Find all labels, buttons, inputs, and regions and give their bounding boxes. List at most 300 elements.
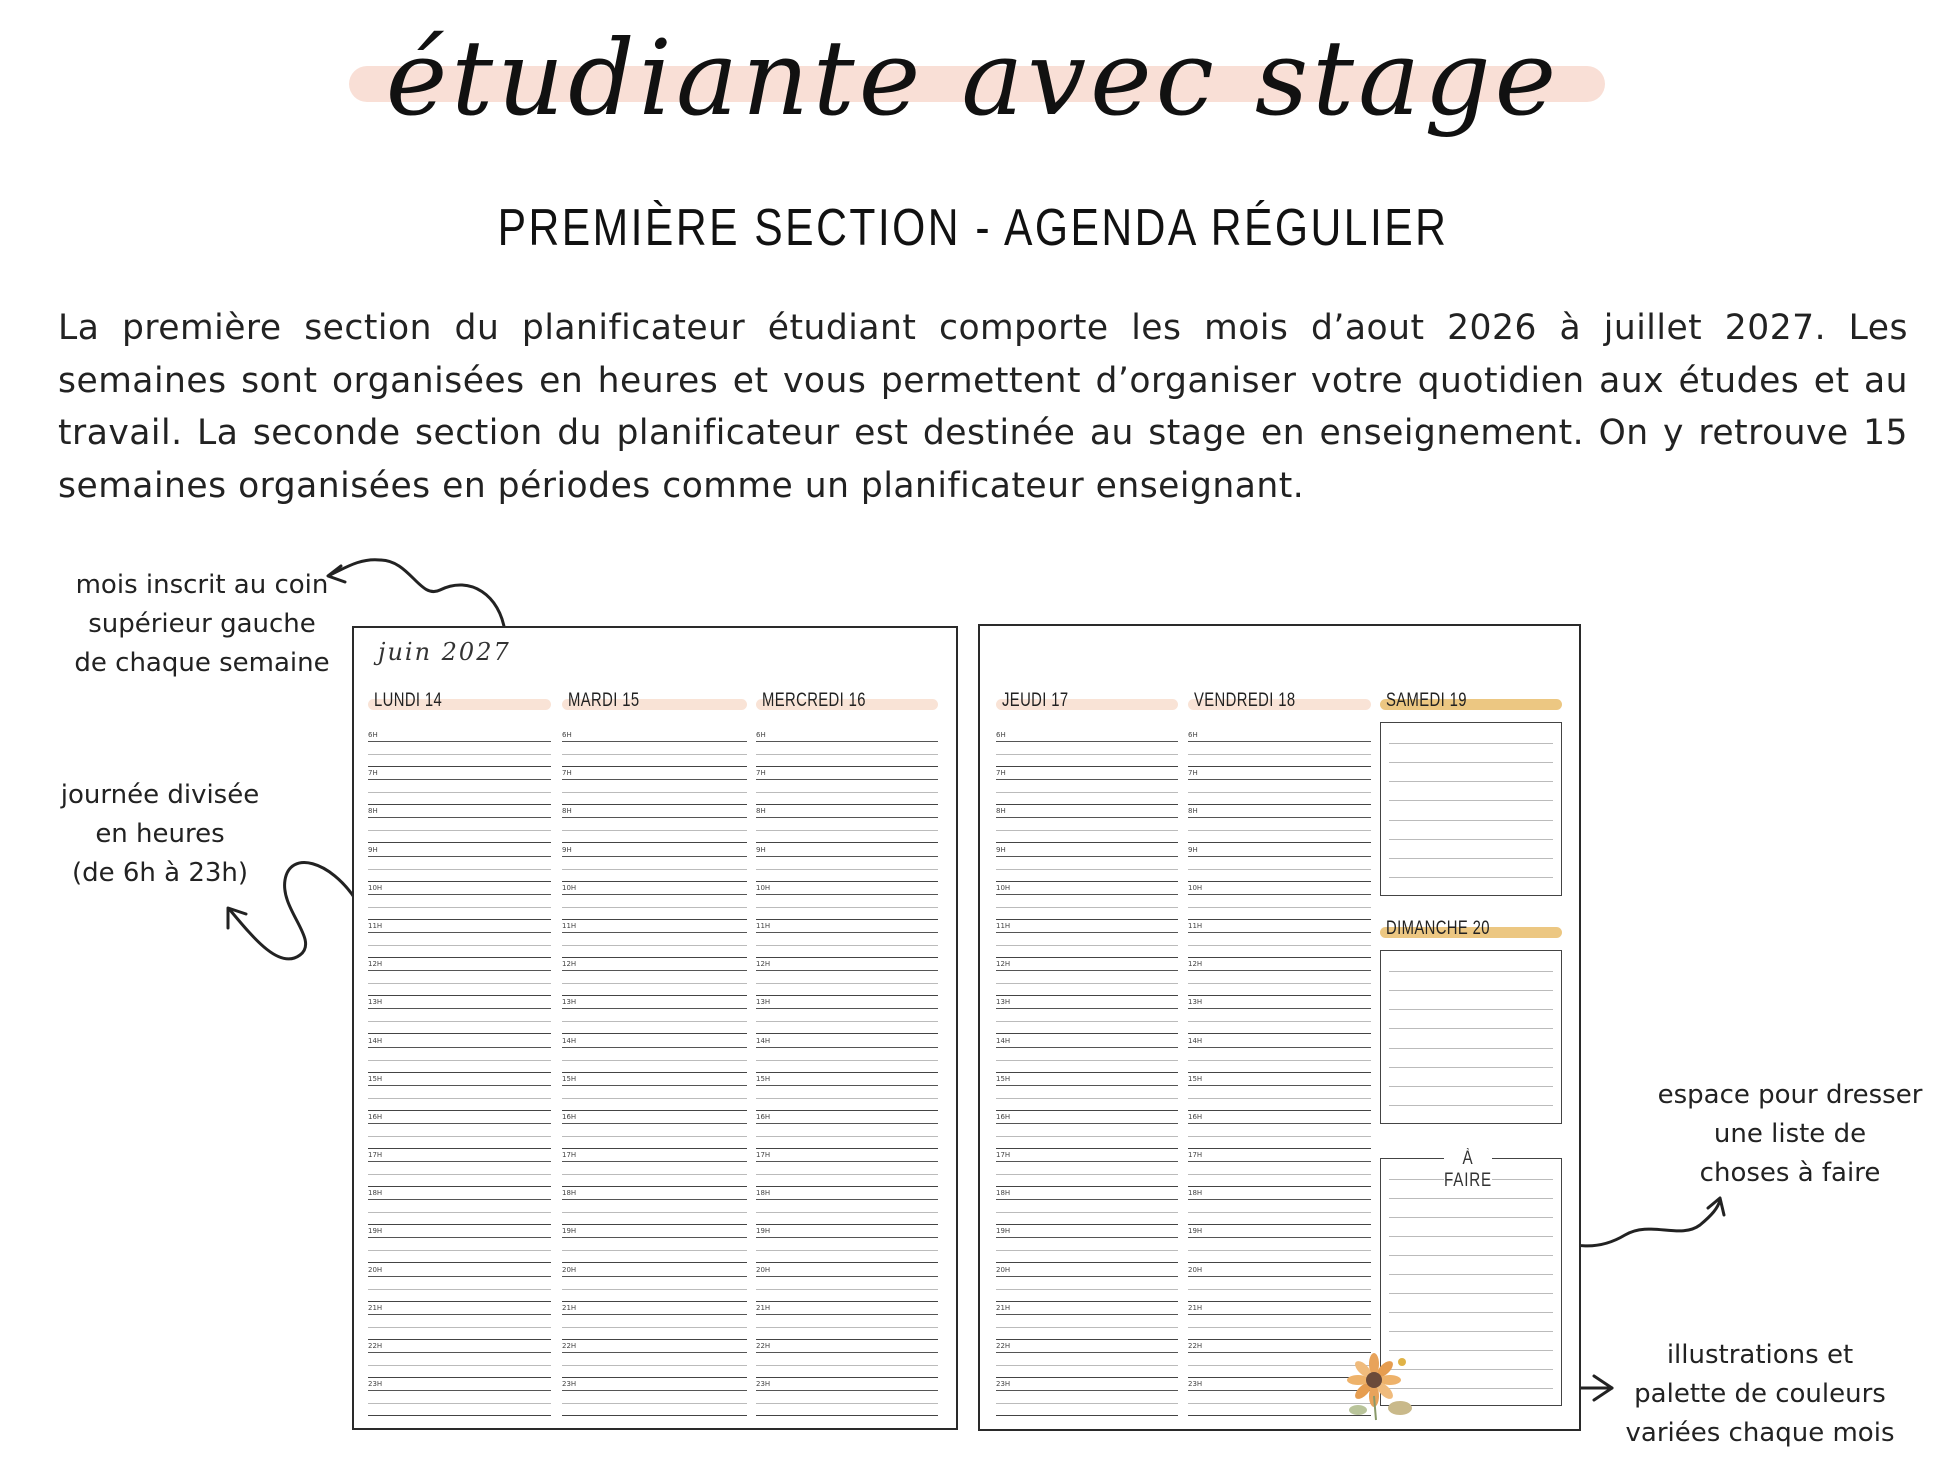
hour-label: 18H (368, 1189, 383, 1198)
write-line (996, 1314, 1178, 1315)
day-header-monday (368, 690, 551, 716)
write-line (996, 983, 1178, 984)
hour-row (562, 845, 747, 883)
write-line (368, 869, 551, 870)
box-rule-line (1389, 990, 1553, 991)
write-line (996, 1110, 1178, 1111)
write-line (562, 754, 747, 755)
write-line (996, 792, 1178, 793)
write-line (562, 1250, 747, 1251)
write-line (756, 1276, 938, 1277)
write-line (996, 919, 1178, 920)
write-line (562, 1237, 747, 1238)
hour-label: 17H (1188, 1151, 1203, 1160)
write-line (756, 919, 938, 920)
write-line (756, 881, 938, 882)
write-line (1188, 792, 1371, 793)
hour-row (562, 1341, 747, 1379)
hour-label: 6H (996, 731, 1006, 739)
write-line (1188, 1060, 1371, 1061)
hour-row (996, 1341, 1178, 1379)
hour-row (562, 883, 747, 921)
hour-label: 19H (1188, 1227, 1203, 1236)
write-line (756, 1072, 938, 1073)
box-rule-line (1389, 1274, 1553, 1275)
write-line (756, 1327, 938, 1328)
write-line (1188, 1085, 1371, 1086)
write-line (1188, 907, 1371, 908)
write-line (368, 1047, 551, 1048)
box-rule-line (1389, 781, 1553, 782)
write-line (368, 1250, 551, 1251)
hour-row (756, 1265, 938, 1303)
write-line (368, 856, 551, 857)
hour-label: 18H (1188, 1189, 1203, 1198)
hour-label: 11H (1188, 921, 1203, 930)
hour-row (368, 768, 551, 806)
write-line (756, 856, 938, 857)
write-line (996, 1098, 1178, 1099)
hour-label: 7H (1188, 769, 1198, 778)
write-line (368, 1098, 551, 1099)
write-line (562, 1072, 747, 1073)
hour-row (756, 806, 938, 844)
write-line (368, 1072, 551, 1073)
hour-row (368, 730, 551, 768)
write-line (756, 932, 938, 933)
hour-row (562, 1226, 747, 1264)
write-line (1188, 1276, 1371, 1277)
write-line (368, 1276, 551, 1277)
hour-label: 12H (996, 960, 1011, 969)
write-line (368, 804, 551, 805)
hour-label: 20H (368, 1265, 383, 1274)
write-line (996, 1136, 1178, 1137)
day-label: MARDI 15 (568, 690, 640, 711)
write-line (756, 970, 938, 971)
write-line (756, 766, 938, 767)
write-line (756, 1021, 938, 1022)
hour-label: 11H (368, 921, 383, 930)
hour-label: 16H (996, 1112, 1011, 1121)
write-line (368, 1161, 551, 1162)
write-line (1188, 1314, 1371, 1315)
hour-row (996, 1150, 1178, 1188)
box-rule-line (1389, 1331, 1553, 1332)
write-line (368, 1212, 551, 1213)
write-line (368, 779, 551, 780)
hour-row (562, 806, 747, 844)
write-line (562, 1403, 747, 1404)
hour-row (562, 959, 747, 997)
write-line (996, 1339, 1178, 1340)
write-line (1188, 1301, 1371, 1302)
hour-label: 19H (562, 1227, 577, 1236)
write-line (562, 1161, 747, 1162)
write-line (562, 983, 747, 984)
write-line (996, 856, 1178, 857)
write-line (368, 894, 551, 895)
box-rule-line (1389, 1028, 1553, 1029)
write-line (756, 983, 938, 984)
write-line (756, 1008, 938, 1009)
write-line (996, 842, 1178, 843)
write-line (1188, 957, 1371, 958)
write-line (368, 1377, 551, 1378)
write-line (368, 1301, 551, 1302)
hour-row (996, 768, 1178, 806)
hour-label: 11H (756, 921, 771, 930)
write-line (562, 1377, 747, 1378)
write-line (756, 1161, 938, 1162)
box-rule-line (1389, 971, 1553, 972)
day-label: JEUDI 17 (1002, 690, 1069, 711)
write-line (996, 894, 1178, 895)
hour-label: 10H (368, 883, 383, 892)
write-line (996, 995, 1178, 996)
write-line (756, 1415, 938, 1416)
hour-row (756, 959, 938, 997)
write-line (996, 741, 1178, 742)
write-line (996, 881, 1178, 882)
write-line (562, 741, 747, 742)
hour-row (1188, 1150, 1371, 1188)
write-line (368, 1008, 551, 1009)
write-line (368, 741, 551, 742)
write-line (996, 932, 1178, 933)
write-line (996, 1415, 1178, 1416)
write-line (996, 1033, 1178, 1034)
write-line (996, 945, 1178, 946)
write-line (996, 1301, 1178, 1302)
day-label: MERCREDI 16 (762, 690, 866, 711)
hour-label: 8H (368, 807, 378, 816)
page-title: étudiante avec stage (385, 17, 1561, 139)
hour-label: 15H (996, 1074, 1011, 1083)
annotation-line: mois inscrit au coin (75, 570, 329, 600)
write-line (562, 932, 747, 933)
hour-label: 15H (1188, 1074, 1203, 1083)
write-line (562, 881, 747, 882)
write-line (562, 842, 747, 843)
annotation-line: une liste de (1713, 1119, 1867, 1149)
write-line (562, 1199, 747, 1200)
hour-label: 13H (562, 998, 577, 1007)
hour-row (368, 806, 551, 844)
write-line (562, 1123, 747, 1124)
annotation-line: en heures (95, 819, 225, 849)
write-line (1188, 1098, 1371, 1099)
hour-row (562, 1112, 747, 1150)
write-line (756, 1301, 938, 1302)
hour-row (756, 997, 938, 1035)
hour-row (756, 1341, 938, 1379)
write-line (756, 804, 938, 805)
write-line (368, 1262, 551, 1263)
hour-row (996, 1112, 1178, 1150)
hour-column-wednesday (756, 730, 938, 1417)
hour-label: 16H (562, 1112, 577, 1121)
hour-label: 12H (1188, 960, 1203, 969)
day-label: SAMEDI 19 (1386, 690, 1467, 711)
hour-row (756, 1379, 938, 1417)
write-line (756, 1262, 938, 1263)
day-label: DIMANCHE 20 (1386, 918, 1490, 939)
write-line (996, 1403, 1178, 1404)
hour-label: 12H (756, 960, 771, 969)
day-header-friday (1188, 690, 1371, 716)
write-line (1188, 1174, 1371, 1175)
hour-label: 14H (368, 1036, 383, 1045)
hour-row (756, 1036, 938, 1074)
hour-label: 23H (756, 1380, 771, 1389)
box-rule-line (1389, 1293, 1553, 1294)
hour-row (996, 1265, 1178, 1303)
write-line (996, 1047, 1178, 1048)
write-line (996, 1276, 1178, 1277)
hour-label: 11H (562, 921, 577, 930)
box-rule-line (1389, 858, 1553, 859)
hour-row (756, 1226, 938, 1264)
hour-label: 11H (996, 921, 1011, 930)
write-line (368, 1314, 551, 1315)
hour-row (562, 768, 747, 806)
write-line (1188, 1250, 1371, 1251)
hour-row (996, 1379, 1178, 1417)
hour-label: 18H (756, 1189, 771, 1198)
hour-label: 22H (1188, 1342, 1203, 1350)
write-line (368, 766, 551, 767)
write-line (368, 957, 551, 958)
hour-row (756, 1150, 938, 1188)
hour-row (1188, 730, 1371, 768)
annotation-line: illustrations et (1666, 1340, 1854, 1370)
write-line (756, 741, 938, 742)
hour-label: 22H (368, 1342, 383, 1350)
write-line (756, 957, 938, 958)
box-rule-line (1389, 762, 1553, 763)
write-line (562, 1365, 747, 1366)
write-line (368, 1136, 551, 1137)
hour-row (368, 1188, 551, 1226)
write-line (562, 1047, 747, 1048)
write-line (756, 1123, 938, 1124)
write-line (368, 995, 551, 996)
write-line (368, 919, 551, 920)
hour-label: 20H (756, 1265, 771, 1274)
hour-row (368, 1226, 551, 1264)
write-line (368, 1224, 551, 1225)
write-line (1188, 830, 1371, 831)
write-line (368, 842, 551, 843)
write-line (1188, 1033, 1371, 1034)
hour-label: 21H (562, 1303, 577, 1312)
hour-row (368, 1379, 551, 1417)
write-line (1188, 1262, 1371, 1263)
hour-label: 14H (562, 1036, 577, 1045)
write-line (368, 1199, 551, 1200)
hour-row (756, 1188, 938, 1226)
hour-label: 9H (1188, 845, 1198, 854)
month-label: juin 2027 (378, 638, 511, 666)
hour-label: 13H (368, 998, 383, 1007)
write-line (756, 1224, 938, 1225)
hour-row (368, 959, 551, 997)
write-line (756, 1148, 938, 1149)
hour-label: 13H (756, 998, 771, 1007)
hour-column-friday (1188, 730, 1371, 1417)
write-line (1188, 881, 1371, 882)
hour-label: 7H (756, 769, 766, 778)
sunflower-illustration-icon (1340, 1350, 1420, 1422)
write-line (562, 1314, 747, 1315)
hour-label: 8H (756, 807, 766, 816)
hour-label: 10H (996, 883, 1011, 892)
write-line (368, 1148, 551, 1149)
annotation-line: (de 6h à 23h) (71, 858, 249, 888)
write-line (756, 1289, 938, 1290)
write-line (562, 1390, 747, 1391)
hour-row (996, 1074, 1178, 1112)
hour-column-monday (368, 730, 551, 1417)
write-line (756, 1377, 938, 1378)
write-line (562, 1289, 747, 1290)
write-line (756, 1390, 938, 1391)
write-line (1188, 1339, 1371, 1340)
box-rule-line (1389, 1312, 1553, 1313)
write-line (996, 1327, 1178, 1328)
hour-row (1188, 1226, 1371, 1264)
hour-label: 19H (756, 1227, 771, 1236)
box-rule-line (1389, 1236, 1553, 1237)
write-line (562, 995, 747, 996)
write-line (1188, 842, 1371, 843)
hour-label: 14H (1188, 1036, 1203, 1045)
box-rule-line (1389, 1198, 1553, 1199)
write-line (368, 1289, 551, 1290)
write-line (1188, 1237, 1371, 1238)
hour-label: 20H (996, 1265, 1011, 1274)
hour-label: 21H (368, 1303, 383, 1312)
write-line (1188, 1148, 1371, 1149)
hour-row (562, 1150, 747, 1188)
saturday-box (1380, 722, 1562, 896)
annotation-line: supérieur gauche (88, 609, 316, 639)
hour-row (562, 1265, 747, 1303)
write-line (996, 1262, 1178, 1263)
hour-row (368, 921, 551, 959)
write-line (562, 894, 747, 895)
write-line (756, 1186, 938, 1187)
hour-label: 8H (996, 807, 1006, 816)
hour-row (368, 845, 551, 883)
hour-row (756, 730, 938, 768)
write-line (756, 1365, 938, 1366)
hour-row (996, 997, 1178, 1035)
write-line (756, 1047, 938, 1048)
hour-label: 13H (996, 998, 1011, 1007)
write-line (562, 1301, 747, 1302)
hour-label: 16H (1188, 1112, 1203, 1121)
write-line (1188, 817, 1371, 818)
hour-row (756, 1112, 938, 1150)
write-line (1188, 869, 1371, 870)
hour-row (1188, 921, 1371, 959)
write-line (1188, 919, 1371, 920)
hour-row (368, 1303, 551, 1341)
hour-label: 16H (756, 1112, 771, 1121)
hour-label: 19H (996, 1227, 1011, 1236)
write-line (1188, 932, 1371, 933)
write-line (996, 957, 1178, 958)
hour-row (1188, 1074, 1371, 1112)
write-line (562, 970, 747, 971)
hour-row (756, 768, 938, 806)
hour-row (996, 1188, 1178, 1226)
write-line (1188, 741, 1371, 742)
write-line (562, 919, 747, 920)
write-line (1188, 970, 1371, 971)
hour-row (562, 1379, 747, 1417)
hour-row (1188, 806, 1371, 844)
hour-label: 17H (368, 1151, 383, 1160)
hour-row (1188, 1188, 1371, 1226)
write-line (1188, 1327, 1371, 1328)
write-line (756, 1314, 938, 1315)
curved-arrow-icon (230, 863, 356, 959)
write-line (562, 817, 747, 818)
write-line (1188, 995, 1371, 996)
hour-label: 18H (562, 1189, 577, 1198)
write-line (562, 1021, 747, 1022)
hour-row (996, 921, 1178, 959)
hour-row (1188, 1303, 1371, 1341)
write-line (562, 856, 747, 857)
write-line (756, 1403, 938, 1404)
hour-label: 23H (562, 1380, 577, 1389)
write-line (562, 830, 747, 831)
write-line (368, 1123, 551, 1124)
write-line (368, 932, 551, 933)
hour-label: 9H (368, 845, 378, 854)
box-rule-line (1389, 820, 1553, 821)
write-line (756, 1110, 938, 1111)
write-line (756, 1098, 938, 1099)
write-line (996, 1123, 1178, 1124)
hour-row (368, 883, 551, 921)
write-line (368, 881, 551, 882)
write-line (756, 1060, 938, 1061)
day-header-thursday (996, 690, 1178, 716)
hour-label: 13H (1188, 998, 1203, 1007)
write-line (562, 1212, 747, 1213)
hour-label: 23H (996, 1380, 1011, 1389)
write-line (1188, 1136, 1371, 1137)
write-line (756, 894, 938, 895)
hour-row (996, 845, 1178, 883)
hour-row (562, 730, 747, 768)
write-line (368, 1174, 551, 1175)
annotation-line: journée divisée (60, 780, 260, 810)
hour-label: 7H (996, 769, 1006, 778)
hour-label: 18H (996, 1189, 1011, 1198)
box-rule-line (1389, 877, 1553, 878)
write-line (368, 1060, 551, 1061)
box-rule-line (1389, 800, 1553, 801)
write-line (562, 1186, 747, 1187)
write-line (562, 1033, 747, 1034)
write-line (1188, 856, 1371, 857)
